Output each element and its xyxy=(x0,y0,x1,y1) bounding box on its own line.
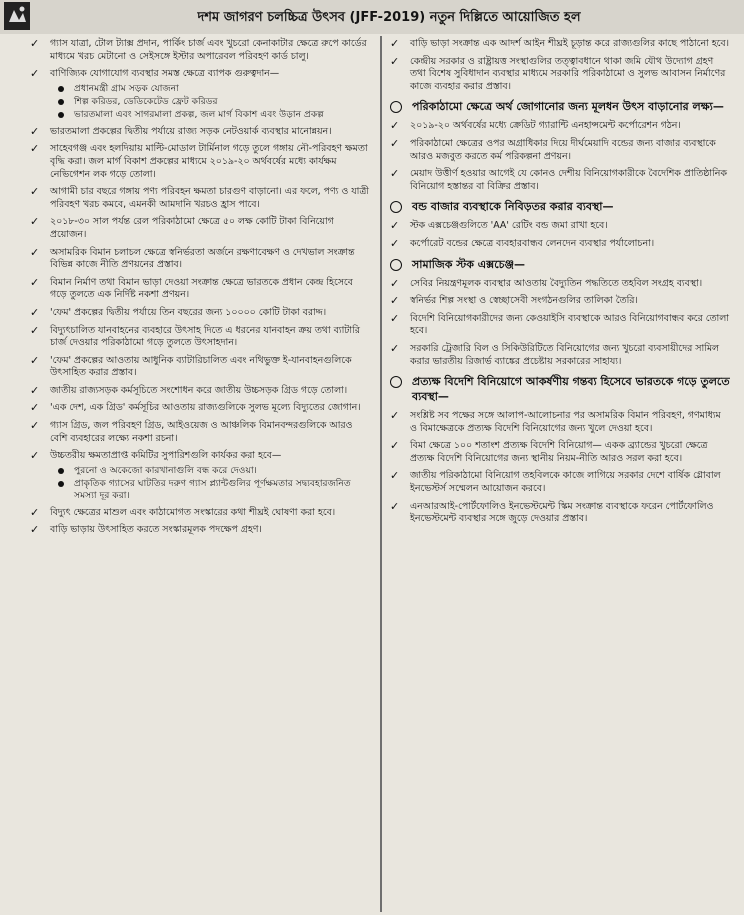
list-item: ✓ মেয়াদ উত্তীর্ণ হওয়ার আগেই যে কোনও দেশীয় বিনিয়োগকারীকে বৈদেশিক প্রাতিষ্ঠানিক বিনিয়োগ হস্তান্তর বা বিক্রির প্রস্তাব। xyxy=(390,167,727,192)
checkmark-icon: ✓ xyxy=(390,439,400,453)
column-divider xyxy=(380,36,382,912)
list-item: ✓ ২০১৯-২০ অর্থবর্ষের মধ্যে ক্রেডিট গ্যারান্টি এনহান্সমেন্ট কর্পোরেশন গঠন। xyxy=(390,119,681,133)
sub-list xyxy=(30,465,370,502)
checkmark-icon: ✓ xyxy=(390,167,400,181)
list-item: ✓ স্টক এক্সচেঞ্জগুলিতে 'AA' রেটিং বন্ড জমা রাখা হবে। xyxy=(390,219,608,233)
checkmark-icon: ✓ xyxy=(30,523,40,537)
checkmark-icon: ✓ xyxy=(390,219,400,233)
checkmark-icon: ✓ xyxy=(390,469,400,483)
checkmark-icon: ✓ xyxy=(390,119,400,133)
newspaper-logo xyxy=(4,2,30,30)
checkmark-icon: ✓ xyxy=(30,305,40,319)
checkmark-icon: ✓ xyxy=(390,276,400,290)
list-item: ✓ কর্পোরেট বন্ডের ক্ষেত্রে ব্যবহারবান্ধব লেনদেন ব্যবস্থার পর্যালোচনা। xyxy=(390,236,655,250)
checkmark-icon: ✓ xyxy=(30,185,40,199)
list-item: ✓ এনআরআই-পোর্টফোলিও ইনভেস্টমেন্ট স্কিম সংক্রান্ত ব্যবস্থাকে ফরেন পোর্টফোলিও ইনভেস্টমেন্ট ব্যবস্থার সঙ্গে জুড়ে দেওয়ার প্রস্তাব। xyxy=(390,499,714,525)
section-heading: প্রত্যক্ষ বিদেশি বিনিয়োগে আকর্ষণীয় গন্তব্য হিসেবে ভারতকে গড়ে তুলতে ব্যবস্থা— xyxy=(390,374,730,404)
list-item: ✓ সরকারি ট্রেজারি বিল ও সিকিউরিটিতে বিনিয়োগের জন্য খুচরো ব্যবসায়ীদের সামিল করার ভারতীয় রিজার্ভ ব্যাঙ্কের প্রচেষ্টায় সরকারের সাহায্য। xyxy=(390,341,720,367)
sub-list-item: শিল্প করিডর, ডেডিকেটেড ফ্রেট করিডর xyxy=(58,96,370,108)
bullet-icon xyxy=(58,468,64,474)
checkmark-icon: ✓ xyxy=(30,323,40,337)
list-item: ✓ বিদ্যুৎচালিত যানবাহনের ব্যবহারে উৎসাহ দিতে এ ধরনের যানবাহন ক্রয় তথা ব্যাটারি চার্জ দেওয়ার পরিকাঠামো গড়ে তুলতে উৎসাহদান। xyxy=(30,323,360,349)
checkmark-icon: ✓ xyxy=(30,419,40,433)
bullet-icon xyxy=(58,112,64,118)
list-item: ✓ জাতীয় রাজ্যসড়ক কর্মসূচিতে সংশোধন করে জাতীয় উচ্চসড়ক গ্রিড গড়ে তোলা। xyxy=(30,383,348,397)
list-item: ✓ 'এক দেশ, এক গ্রিড' কর্মসূচির আওতায় রাজ্যগুলিকে সুলভ মূল্যে বিদ্যুতের জোগান। xyxy=(30,401,361,415)
sub-list-item: প্রধানমন্ত্রী গ্রাম সড়ক যোজনা xyxy=(58,83,370,95)
list-item: ✓ 'ফেম' প্রকল্পের দ্বিতীয় পর্যায়ে তিন বছরের জন্য ১০০০০ কোটি টাকা বরাদ্দ। xyxy=(30,305,327,319)
list-item: ✓ বাড়ি ভাড়া সংক্রান্ত এক আদর্শ আইন শীঘ্রই চূড়ান্ত করে রাজ্যগুলির কাছে পাঠানো হবে। xyxy=(390,37,730,50)
list-item: ✓ বিমা ক্ষেত্রে ১০০ শতাংশ প্রত্যক্ষ বিদেশি বিনিয়োগ— একক ব্র্যান্ডের খুচরো ক্ষেত্রে প্রত্যক্ষ বিদেশি বিনিয়োগের জন্য স্থানীয় নিয়ম-নীতি আরও সরল করা হবে। xyxy=(390,439,708,464)
checkmark-icon: ✓ xyxy=(390,311,400,325)
section-heading: বন্ড বাজার ব্যবস্থাকে নিবিড়তর করার ব্যবস্থা— xyxy=(390,199,730,214)
bullet-icon xyxy=(58,86,64,92)
list-item: ✓ আগামী চার বছরে গঙ্গায় পণ্য পরিবহন ক্ষমতা চারগুণ বাড়ানো। এর ফলে, পণ্য ও যাত্রী পরিবহণ খরচ কমবে, এমনকী আমদানি খরচও হ্রাস পাবে। xyxy=(30,185,369,210)
list-item: ✓ বাণিজ্যিক যোগাযোগ ব্যবস্থার সমস্ত ক্ষেত্রে ব্যাপক গুরুত্বদান— xyxy=(30,67,280,81)
list-item: ✓ সাহেবগঞ্জ এবং হলদিয়ায় মাল্টি-মোডাল টার্মিনাল গড়ে তুলে গঙ্গায় নৌ-পরিবহণ ক্ষমতা বৃদ্ধি করা। জল মার্গ বিকাশ প্রকল্পের মাধ্যমে ২০১৯-২০ অর্থবর্ষের মধ্যে কার্যক্ষম নেভিগেশন লক গড়ে তোলা। xyxy=(30,142,368,180)
circle-bullet-icon xyxy=(390,201,402,213)
checkmark-icon: ✓ xyxy=(30,275,40,289)
checkmark-icon: ✓ xyxy=(390,37,400,50)
bullet-icon xyxy=(58,481,64,487)
checkmark-icon: ✓ xyxy=(30,245,40,259)
list-item: ✓ গ্যাস যাত্রা, টোল ট্যাক্স প্রদান, পার্কিং চার্জ এবং খুচরো কেনাকাটার ক্ষেত্রে রুপে কার্ডের মাধ্যমে খরচ মেটানো ও সেইসঙ্গে ইস্টার অপারেবল পরিবহণ কার্ড চালু। xyxy=(30,37,367,62)
list-item: ✓ গ্যাস গ্রিড, জল পরিবহণ গ্রিড, আইওয়েজ ও আঞ্চলিক বিমানবন্দরগুলিকে আরও বেশি ব্যবহারের লক্ষ্যে নকশা রচনা। xyxy=(30,419,353,444)
checkmark-icon: ✓ xyxy=(390,409,400,423)
list-item: ✓ বাড়ি ভাড়ায় উৎসাহিত করতে সংস্কারমূলক পদক্ষেপ গ্রহণ। xyxy=(30,523,262,537)
list-item: ✓ কেন্দ্রীয় সরকার ও রাষ্ট্রায়ত্ত সংস্থাগুলির তত্ত্বাবধানে থাকা জমি যৌথ উদ্যোগ গ্রহণ তথা বিশেষ সুবিধাদান ব্যবস্থার মাধ্যমে সরকারি পরিকাঠামো ও সুলভ আবাসন নির্মাণের কাজে ব্যবহার করার প্রস্তাব। xyxy=(390,54,726,92)
left-column xyxy=(30,38,370,542)
page-title: দশম জাগরণ চলচ্চিত্র উৎসব (JFF-2019) নতুন দিল্লিতে আয়োজিত হল xyxy=(197,10,581,25)
list-item: ✓ সেবির নিয়ন্ত্রণমূলক ব্যবস্থার আওতায় বৈদ্যুতিন পদ্ধতিতে তহবিল সংগ্রহ ব্যবস্থা। xyxy=(390,276,703,290)
checkmark-icon: ✓ xyxy=(30,353,40,367)
list-item: ✓ জাতীয় পরিকাঠামো বিনিয়োগ তহবিলকে কাজে লাগিয়ে সরকার দেশে বার্ষিক গ্লোবাল ইনভেস্টর্স সম্মেলন আয়োজন করবে। xyxy=(390,469,721,495)
circle-bullet-icon xyxy=(390,101,402,113)
checkmark-icon: ✓ xyxy=(390,499,400,513)
checkmark-icon: ✓ xyxy=(30,215,40,229)
list-item: ✓ স্বনির্ভর শিল্প সংস্থা ও স্বেচ্ছাসেবী সংগঠনগুলির তালিকা তৈরি। xyxy=(390,294,638,308)
sub-list-item: ভারতমালা এবং সাগরমালা প্রকল্প, জল মার্গ বিকাশ এবং উড়ান প্রকল্প xyxy=(58,109,370,121)
section-heading: সামাজিক স্টক এক্সচেঞ্জ— xyxy=(390,257,730,272)
bullet-icon xyxy=(58,99,64,105)
list-item: ✓ সংশ্লিষ্ট সব পক্ষের সঙ্গে আলাপ-আলোচনার পর অসামরিক বিমান পরিবহণ, গণমাধ্যম ও বিমাক্ষেত্রকে প্রত্যক্ষ বিদেশি বিনিয়োগের জন্য খুলে দেওয়া হবে। xyxy=(390,409,721,434)
sub-list-item: পুরনো ও অকেজো কারখানাগুলি বন্ধ করে দেওয়া। xyxy=(58,465,370,477)
list-item: ✓ অসামরিক বিমান চলাচল ক্ষেত্রে স্বনির্ভরতা অর্জনে রক্ষণাবেক্ষণ ও দেখভাল সংক্রান্ত বিভিন্ন কাজে নীতি প্রণয়নের প্রস্তাব। xyxy=(30,245,355,271)
section-heading: পরিকাঠামো ক্ষেত্রে অর্থ জোগানোর জন্য মূলধন উৎস বাড়ানোর লক্ষ্য— xyxy=(390,99,730,114)
checkmark-icon: ✓ xyxy=(390,236,400,250)
list-item: ✓ বিমান নির্মাণ তথা বিমান ভাড়া দেওয়া সংক্রান্ত ক্ষেত্রে ভারতকে প্রধান কেন্দ্র হিসেবে গড়ে তুলতে এক নির্দিষ্ট নকশা প্রণয়ন। xyxy=(30,275,353,301)
checkmark-icon: ✓ xyxy=(30,67,40,81)
checkmark-icon: ✓ xyxy=(390,294,400,308)
list-item: ✓ ২০১৮-৩০ সাল পর্যন্ত রেল পরিকাঠামো ক্ষেত্রে ৫০ লক্ষ কোটি টাকা বিনিয়োগ প্রয়োজন। xyxy=(30,215,334,240)
page-header xyxy=(0,0,744,34)
checkmark-icon: ✓ xyxy=(390,341,400,355)
checkmark-icon: ✓ xyxy=(30,124,40,138)
list-item: ✓ বিদেশি বিনিয়োগকারীদের জন্য কেওয়াইসি ব্যবস্থাকে আরও বিনিয়োগবান্ধব করে তোলা হবে। xyxy=(390,311,729,337)
right-column xyxy=(390,38,730,531)
list-item: ✓ পরিকাঠামো ক্ষেত্রের ওপর অগ্রাধিকার দিয়ে দীর্ঘমেয়াদি বন্ডের জন্য বাজার ব্যবস্থাকে আরও মজবুত করতে কর্ম পরিকল্পনা প্রণয়ন। xyxy=(390,136,716,162)
checkmark-icon: ✓ xyxy=(30,505,40,519)
circle-bullet-icon xyxy=(390,376,402,388)
checkmark-icon: ✓ xyxy=(30,449,40,463)
checkmark-icon: ✓ xyxy=(390,54,400,68)
checkmark-icon: ✓ xyxy=(30,37,40,50)
checkmark-icon: ✓ xyxy=(30,401,40,415)
checkmark-icon: ✓ xyxy=(390,136,400,150)
list-item: ✓ 'ফেম' প্রকল্পের আওতায় আধুনিক ব্যাটারিচালিত এবং নথিভুক্ত ই-যানবাহনগুলিকে উৎসাহিত করার প্রস্তাব। xyxy=(30,353,352,379)
checkmark-icon: ✓ xyxy=(30,142,40,156)
sub-list-item: প্রাকৃতিক গ্যাসের ঘাটতির দরুণ গ্যাস প্ল্যান্টগুলির পূর্ণক্ষমতার সদ্ব্যবহারজনিত সমস্যা দূর করা। xyxy=(58,478,370,502)
circle-bullet-icon xyxy=(390,259,402,271)
list-item: ✓ ভারতমালা প্রকল্পের দ্বিতীয় পর্যায়ে রাজ্য সড়ক নেটওয়ার্ক ব্যবস্থার মানোন্নয়ন। xyxy=(30,124,332,138)
list-item: ✓ বিদ্যুৎ ক্ষেত্রের মাশুল এবং কাঠামোগত সংস্কারের কথা শীঘ্রই ঘোষণা করা হবে। xyxy=(30,505,336,519)
checkmark-icon: ✓ xyxy=(30,383,40,397)
sub-list xyxy=(30,83,370,121)
list-item: ✓ উচ্চতরীয় ক্ষমতাপ্রাপ্ত কমিটির সুপারিশগুলি কার্যকর করা হবে— xyxy=(30,449,282,463)
